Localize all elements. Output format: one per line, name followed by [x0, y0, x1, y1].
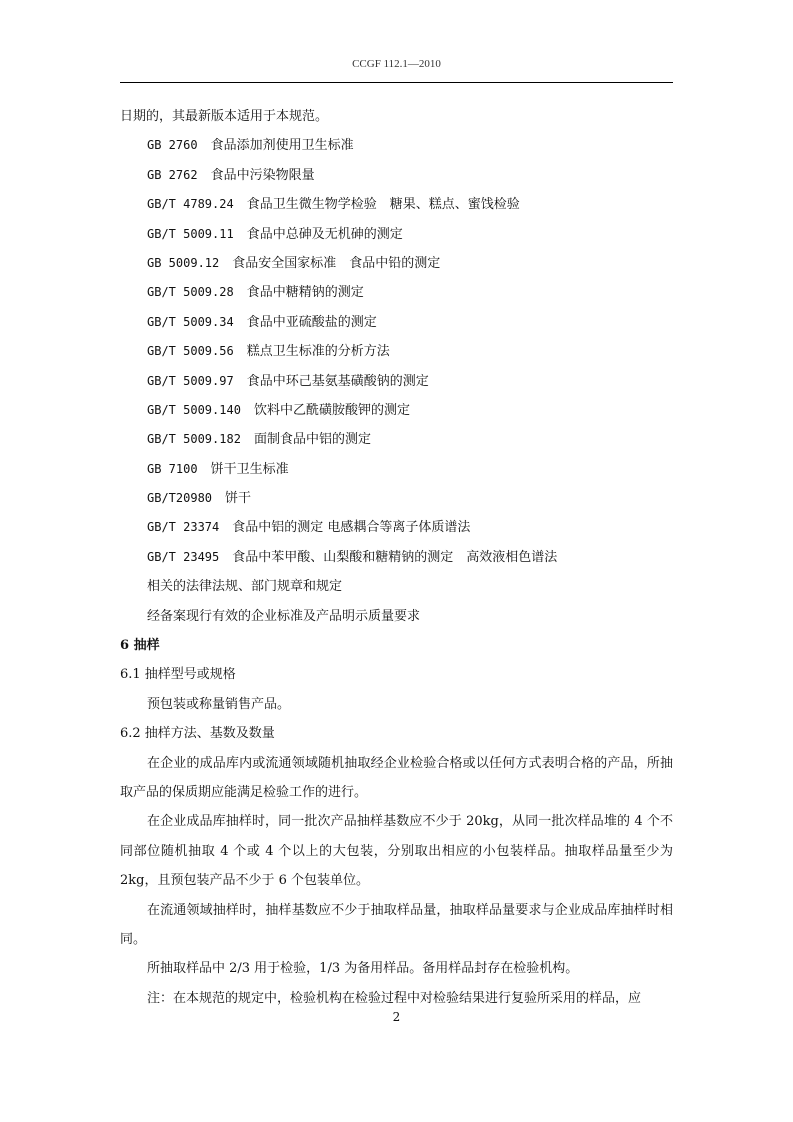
section-6-2-title: 6.2 抽样方法、基数及数量: [120, 726, 275, 742]
reference-title: 糕点卫生标准的分析方法: [246, 344, 390, 360]
extra-reference: 经备案现行有效的企业标准及产品明示质量要求: [147, 608, 421, 624]
section-6-2-paragraph: 在企业的成品库内或流通领域随机抽取经企业检验合格或以任何方式表明合格的产品，所抽取产品的保质期应能满足检验工作的进行。: [120, 755, 673, 800]
reference-code: GB/T 5009.140: [147, 402, 241, 417]
reference-code: GB/T 23495: [147, 549, 220, 564]
reference-title: 食品中亚硫酸盐的测定: [246, 314, 377, 330]
section-6-title: 6 抽样: [120, 638, 160, 654]
reference-code: GB/T 5009.11: [147, 226, 234, 241]
reference-title: 食品中糖精钠的测定: [246, 285, 364, 301]
reference-item: [120, 278, 673, 307]
section-6-1-text: 预包装或称量销售产品。: [147, 696, 291, 712]
section-6-1-title: 6.1 抽样型号或规格: [120, 667, 236, 683]
reference-title: 食品安全国家标准 食品中铅的测定: [232, 255, 441, 271]
reference-item: [120, 425, 673, 454]
header-divider: [120, 82, 673, 83]
doc-code: CCGF 112.1—2010: [352, 58, 441, 70]
reference-item: [120, 249, 673, 278]
reference-code: GB 5009.12: [147, 255, 220, 270]
reference-code: GB/T 5009.97: [147, 373, 234, 388]
reference-item: [120, 455, 673, 484]
reference-title: 食品中铝的测定 电感耦合等离子体质谱法: [232, 520, 471, 536]
reference-title: 食品中污染物限量: [210, 167, 315, 183]
reference-code: GB/T 5009.56: [147, 344, 234, 359]
reference-code: GB/T20980: [147, 491, 213, 506]
reference-item: [120, 308, 673, 337]
reference-title: 饼干: [225, 491, 252, 507]
section-6-2-paragraph: 所抽取样品中 2/3 用于检验，1/3 为备用样品。备用样品封存在检验机构。: [147, 961, 579, 977]
reference-item: [120, 220, 673, 249]
reference-code: GB/T 5009.34: [147, 314, 234, 329]
reference-code: GB/T 5009.28: [147, 285, 234, 300]
reference-list: [120, 131, 673, 572]
reference-code: GB 2760: [147, 138, 198, 153]
reference-item: [120, 396, 673, 425]
reference-item: [120, 190, 673, 219]
section-6-2-note: 注：在本规范的规定中，检验机构在检验过程中对检验结果进行复验所采用的样品，应: [147, 990, 642, 1006]
reference-title: 饼干卫生标准: [210, 461, 289, 477]
intro-line: 日期的，其最新版本适用于本规范。: [120, 109, 329, 124]
reference-title: 面制食品中铝的测定: [253, 432, 371, 448]
reference-item: [120, 543, 673, 572]
reference-code: GB/T 5009.182: [147, 432, 241, 447]
reference-title: 食品中苯甲酸、山梨酸和糖精钠的测定 高效液相色谱法: [232, 549, 558, 565]
reference-item: [120, 161, 673, 190]
reference-title: 食品添加剂使用卫生标准: [210, 138, 354, 154]
reference-item: [120, 484, 673, 513]
reference-code: GB 2762: [147, 167, 198, 182]
reference-title: 食品中环己基氨基磺酸钠的测定: [246, 373, 429, 389]
reference-code: GB/T 23374: [147, 520, 220, 535]
reference-title: 食品中总砷及无机砷的测定: [246, 226, 403, 242]
document-header: [120, 58, 673, 70]
page-content: [120, 102, 673, 1013]
reference-item: [120, 337, 673, 366]
reference-code: GB/T 4789.24: [147, 197, 234, 212]
reference-title: 食品卫生微生物学检验 糖果、糕点、蜜饯检验: [246, 197, 520, 213]
reference-item: [120, 131, 673, 160]
reference-code: GB 7100: [147, 461, 198, 476]
reference-title: 饮料中乙酰磺胺酸钾的测定: [253, 402, 410, 418]
extra-reference: 相关的法律法规、部门规章和规定: [147, 579, 343, 595]
page-number: 2: [392, 1010, 401, 1024]
section-6-2-paragraph: 在企业成品库抽样时，同一批次产品抽样基数应不少于 20kg，从同一批次样品堆的 4 个不同部位随机抽取 4 个或 4 个以上的大包装，分别取出相应的小包装样品。抽取样品量至少为 2kg，且预包装产品不少于 6 个包装单位。: [120, 814, 673, 889]
section-6-2-paragraph: 在流通领域抽样时，抽样基数应不少于抽取样品量，抽取样品量要求与企业成品库抽样时相同。: [120, 902, 673, 948]
reference-item: [120, 367, 673, 396]
reference-item: [120, 513, 673, 542]
